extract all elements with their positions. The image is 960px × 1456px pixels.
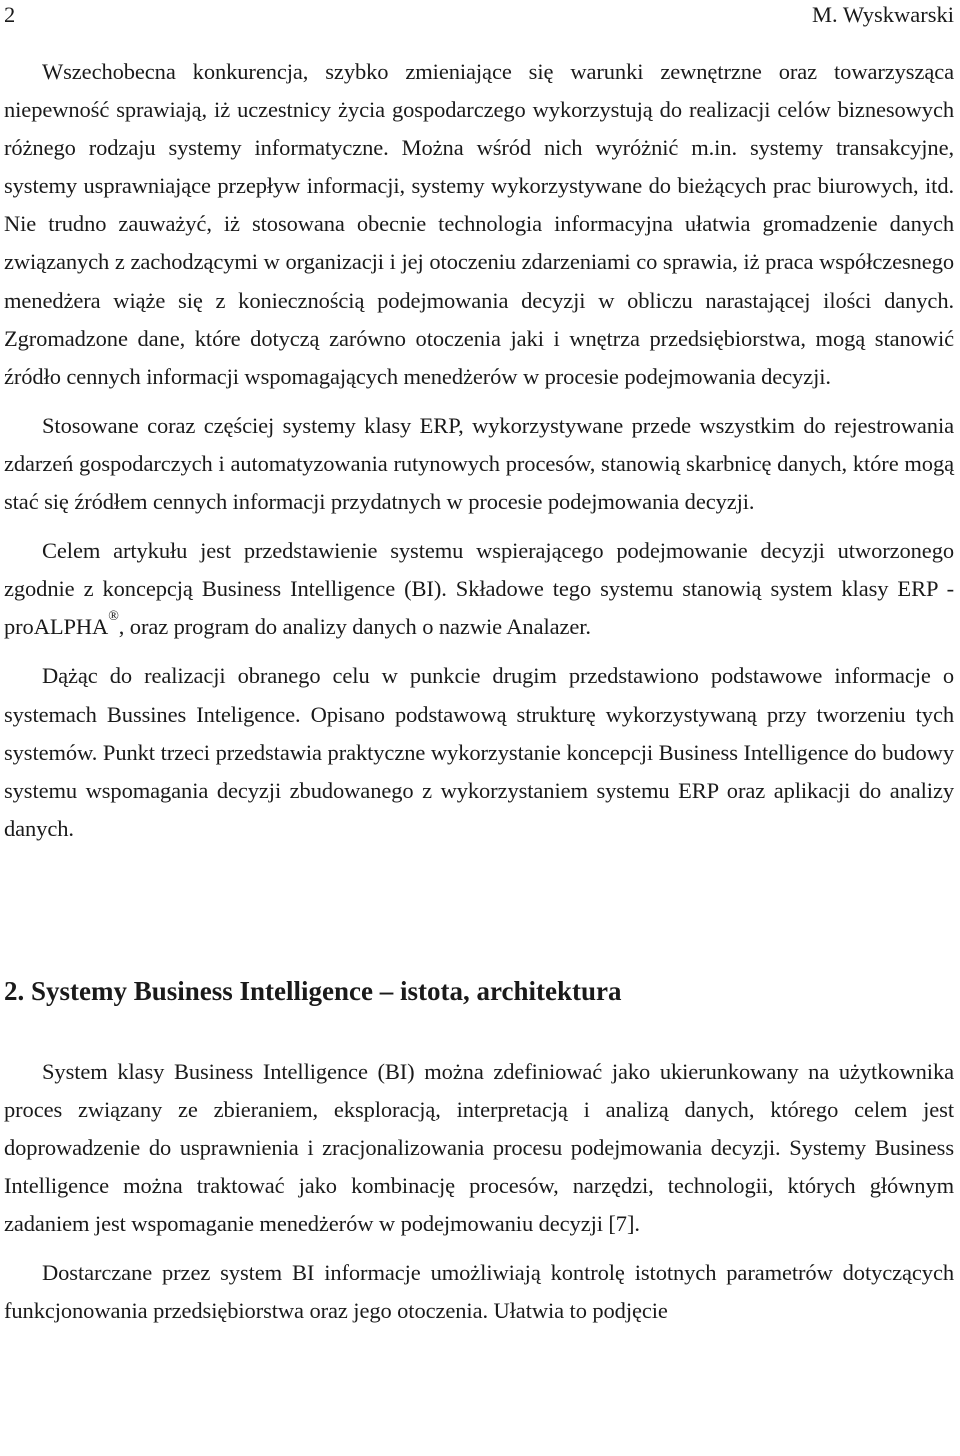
intro-paragraph-3-text-b: , oraz program do analizy danych o nazwie Analazer. <box>118 614 591 640</box>
running-header <box>4 0 954 30</box>
page-number: 2 <box>4 2 16 27</box>
intro-paragraph-3 <box>4 532 954 646</box>
running-header-author: M. Wyskwarski <box>812 2 954 27</box>
registered-trademark-mark: ® <box>108 609 119 625</box>
page-content <box>4 53 954 1331</box>
intro-paragraph-2: Stosowane coraz częściej systemy klasy ERP, wykorzystywane przede wszystkim do rejestrowania zdarzeń gospodarczych i automatyzowania rutynowych procesów, stanowią skarbnicę danych, które mogą stać się źródłem cennych informacji przydatnych w procesie podejmowania decyzji. <box>4 412 954 515</box>
section-paragraph-2: Dostarczane przez system BI informacje umożliwiają kontrolę istotnych parametrów dotyczących funkcjonowania przedsiębiorstwa oraz jego otoczenia. Ułatwia to podjęcie <box>4 1260 954 1324</box>
section-heading: 2. Systemy Business Intelligence – istota, architektura <box>4 975 622 1006</box>
intro-paragraph-3-text-a: Celem artykułu jest przedstawienie systemu wspierającego podejmowanie decyzji utworzonego zgodnie z koncepcją Business Intelligence (BI). Składowe tego systemu stanowią system klasy ERP - proALPHA <box>4 538 954 640</box>
section-paragraph-1: System klasy Business Intelligence (BI) można zdefiniować jako ukierunkowany na użytkownika proces związany ze zbieraniem, eksploracją, interpretacją i analizą danych, którego celem jest doprowadzenie do usprawnienia i zracjonalizowania procesu podejmowania decyzji. Systemy Business Intelligence można traktować jako kombinację procesów, narzędzi, technologii, których głównym zadaniem jest wspomaganie menedżerów w podejmowaniu decyzji [7]. <box>4 1058 954 1237</box>
intro-paragraph-4: Dążąc do realizacji obranego celu w punkcie drugim przedstawiono podstawowe informacje o systemach Bussines Inteligence. Opisano podstawową strukturę wykorzystywaną przy tworzeniu tych systemów. Punkt trzeci przedstawia praktyczne wykorzystanie koncepcji Business Intelligence do budowy systemu wspomagania decyzji zbudowanego z wykorzystaniem systemu ERP oraz aplikacji do analizy danych. <box>4 663 954 841</box>
intro-paragraph-1: Wszechobecna konkurencja, szybko zmieniające się warunki zewnętrzne oraz towarzysząca niepewność sprawiają, iż uczestnicy życia gospodarczego wykorzystują do realizacji celów biznesowych różnego rodzaju systemy informatyczne. Można wśród nich wyróżnić m.in. systemy transakcyjne, systemy usprawniające przepływ informacji, systemy wykorzystywane do bieżących prac biurowych, itd. Nie trudno zauważyć, iż stosowana obecnie technologia informacyjna ułatwia gromadzenie danych związanych z zachodzącymi w organizacji i jej otoczeniu zdarzeniami co sprawia, iż praca współczesnego menedżera wiąże się z koniecznością podejmowania decyzji w obliczu narastającej ilości danych. Zgromadzone dane, które dotyczą zarówno otoczenia jaki i wnętrza przedsiębiorstwa, mogą stanowić źródło cennych informacji wspomagających menedżerów w procesie podejmowania decyzji. <box>4 59 954 389</box>
